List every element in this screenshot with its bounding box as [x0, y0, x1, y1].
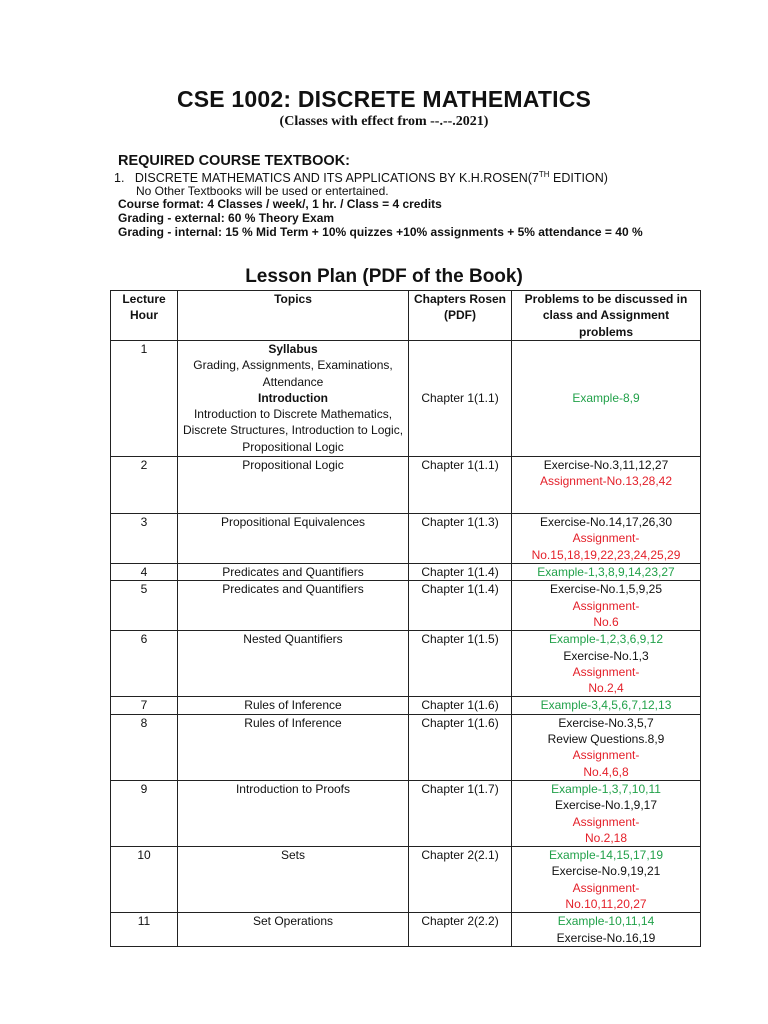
chapter-cell: Chapter 1(1.4)	[409, 564, 512, 581]
header-topics: Topics	[178, 291, 409, 341]
assignment-text: No.4,6,8	[583, 764, 629, 779]
assignment-text: Assignment-	[572, 664, 640, 679]
chapter-cell: Chapter 1(1.6)	[409, 714, 512, 780]
table-row	[111, 714, 701, 780]
topics-cell	[178, 564, 409, 581]
problems-cell	[512, 631, 701, 697]
textbook-item-superscript: TH	[538, 170, 550, 179]
exercise-text: Exercise-No.14,17,26,30	[539, 515, 673, 529]
textbook-note: No Other Textbooks will be used or entertained.	[136, 184, 389, 198]
table-row	[111, 564, 701, 581]
assignment-text: No.2,4	[588, 681, 624, 696]
topics-cell	[178, 514, 409, 564]
topics-cell	[178, 457, 409, 514]
table-header-row	[111, 291, 701, 341]
page-subtitle: (Classes with effect from --.--.2021)	[279, 114, 489, 129]
topic-text: Introduction to Proofs	[235, 781, 351, 796]
problems-cell	[512, 847, 701, 913]
example-text: Example-8,9	[572, 391, 640, 406]
chapter-cell: Chapter 1(1.4)	[409, 581, 512, 631]
table-row	[111, 631, 701, 697]
topics-cell	[178, 631, 409, 697]
assignment-text: No.6	[593, 614, 619, 629]
topic-heading: Syllabus	[268, 342, 318, 356]
lecture-hour-cell: 10	[111, 847, 178, 913]
textbook-item	[114, 170, 608, 185]
table-row	[111, 457, 701, 514]
topic-text: Predicates and Quantifiers	[222, 565, 364, 579]
table-row	[111, 341, 701, 457]
exercise-text: Exercise-No.1,9,17	[554, 798, 658, 813]
assignment-text: Assignment-	[572, 880, 640, 895]
topic-text: Propositional Equivalences	[220, 515, 366, 529]
assignment-text: Assignment-	[572, 814, 640, 829]
topics-cell	[178, 847, 409, 913]
example-text: Example-3,4,5,6,7,12,13	[540, 698, 672, 713]
topic-text: Introduction to Discrete Mathematics, Discrete Structures, Introduction to Logic, Propositional Logic	[182, 407, 404, 454]
exercise-text: Exercise-No.9,19,21	[551, 864, 661, 879]
topics-cell	[178, 697, 409, 714]
exercise-text: Review Questions.8,9	[547, 732, 665, 747]
chapter-cell: Chapter 1(1.5)	[409, 631, 512, 697]
lesson-plan-table	[110, 290, 701, 947]
assignment-text: Assignment-	[572, 748, 640, 763]
grading-external: Grading - external: 60 % Theory Exam	[118, 211, 335, 225]
table-row	[111, 697, 701, 714]
assignment-text: Assignment-No.13,28,42	[539, 474, 673, 489]
problems-cell	[512, 564, 701, 581]
topics-cell	[178, 913, 409, 947]
problems-cell	[512, 341, 701, 457]
lecture-hour-cell: 11	[111, 913, 178, 947]
topic-heading: Introduction	[258, 390, 328, 405]
problems-cell	[512, 780, 701, 846]
lecture-hour-cell: 7	[111, 697, 178, 714]
problems-cell	[512, 697, 701, 714]
topics-cell	[178, 581, 409, 631]
exercise-text: Exercise-No.1,5,9,25	[549, 582, 663, 597]
chapter-cell: Chapter 2(2.2)	[409, 913, 512, 947]
lecture-hour-cell: 1	[111, 341, 178, 457]
problems-cell	[512, 457, 701, 514]
table-row	[111, 581, 701, 631]
chapter-cell: Chapter 1(1.6)	[409, 697, 512, 714]
example-text: Example-1,3,7,10,11	[551, 781, 661, 796]
topic-text: Rules of Inference	[244, 698, 342, 713]
problems-cell	[512, 514, 701, 564]
exercise-text: Exercise-No.1,3	[563, 648, 649, 663]
textbook-item-text: DISCRETE MATHEMATICS AND ITS APPLICATIONS BY K.H.ROSEN(7	[134, 171, 539, 185]
header-lecture-hour: Lecture Hour	[111, 291, 178, 341]
example-text: Example-1,3,8,9,14,23,27	[537, 565, 675, 579]
lecture-hour-cell: 3	[111, 514, 178, 564]
grading-internal: Grading - internal: 15 % Mid Term + 10% quizzes +10% assignments + 5% attendance = 40 %	[118, 225, 643, 239]
exercise-text: Exercise-No.16,19	[556, 930, 656, 945]
course-format: Course format: 4 Classes / week/, 1 hr. / Class = 4 credits	[118, 197, 442, 211]
lecture-hour-cell: 8	[111, 714, 178, 780]
table-row	[111, 913, 701, 947]
exercise-text: Exercise-No.3,11,12,27	[543, 458, 669, 472]
header-chapters: Chapters Rosen (PDF)	[409, 291, 512, 341]
textbook-item-suffix: EDITION)	[549, 171, 608, 185]
problems-cell	[512, 714, 701, 780]
table-row	[111, 514, 701, 564]
lecture-hour-cell: 6	[111, 631, 178, 697]
textbook-heading: REQUIRED COURSE TEXTBOOK:	[118, 153, 351, 169]
topics-cell	[178, 341, 409, 457]
assignment-text: No.15,18,19,22,23,24,25,29	[531, 547, 681, 562]
chapter-cell: Chapter 1(1.1)	[409, 457, 512, 514]
chapter-cell: Chapter 1(1.7)	[409, 780, 512, 846]
topic-text: Set Operations	[252, 914, 334, 929]
topic-text: Propositional Logic	[242, 458, 344, 472]
chapter-cell: Chapter 1(1.3)	[409, 514, 512, 564]
topics-cell	[178, 780, 409, 846]
topics-cell	[178, 714, 409, 780]
table-body	[111, 341, 701, 947]
textbook-item-number: 1.	[114, 171, 125, 185]
assignment-text: No.10,11,20,27	[565, 897, 647, 912]
example-text: Example-10,11,14	[557, 914, 655, 929]
problems-cell	[512, 581, 701, 631]
table-row	[111, 847, 701, 913]
assignment-text: No.2,18	[584, 830, 628, 845]
lecture-hour-cell: 4	[111, 564, 178, 581]
exercise-text: Exercise-No.3,5,7	[558, 715, 654, 730]
topic-text: Nested Quantifiers	[243, 632, 343, 647]
topic-text: Predicates and Quantifiers	[222, 582, 364, 597]
assignment-text: Assignment-	[572, 531, 640, 546]
topic-text: Grading, Assignments, Examinations, Attendance	[193, 358, 393, 389]
assignment-text: Assignment-	[572, 598, 640, 613]
topic-text: Rules of Inference	[244, 715, 342, 730]
page-title: CSE 1002: DISCRETE MATHEMATICS	[176, 86, 592, 112]
problems-cell	[512, 913, 701, 947]
example-text: Example-14,15,17,19	[548, 848, 664, 863]
lecture-hour-cell: 9	[111, 780, 178, 846]
lecture-hour-cell: 5	[111, 581, 178, 631]
lesson-plan-title: Lesson Plan (PDF of the Book)	[245, 266, 523, 287]
table-row	[111, 780, 701, 846]
header-problems: Problems to be discussed in class and Assignment problems	[512, 291, 701, 341]
chapter-cell: Chapter 1(1.1)	[409, 341, 512, 457]
chapter-cell: Chapter 2(2.1)	[409, 847, 512, 913]
lecture-hour-cell: 2	[111, 457, 178, 514]
topic-text: Sets	[280, 848, 305, 863]
example-text: Example-1,2,3,6,9,12	[548, 632, 664, 647]
